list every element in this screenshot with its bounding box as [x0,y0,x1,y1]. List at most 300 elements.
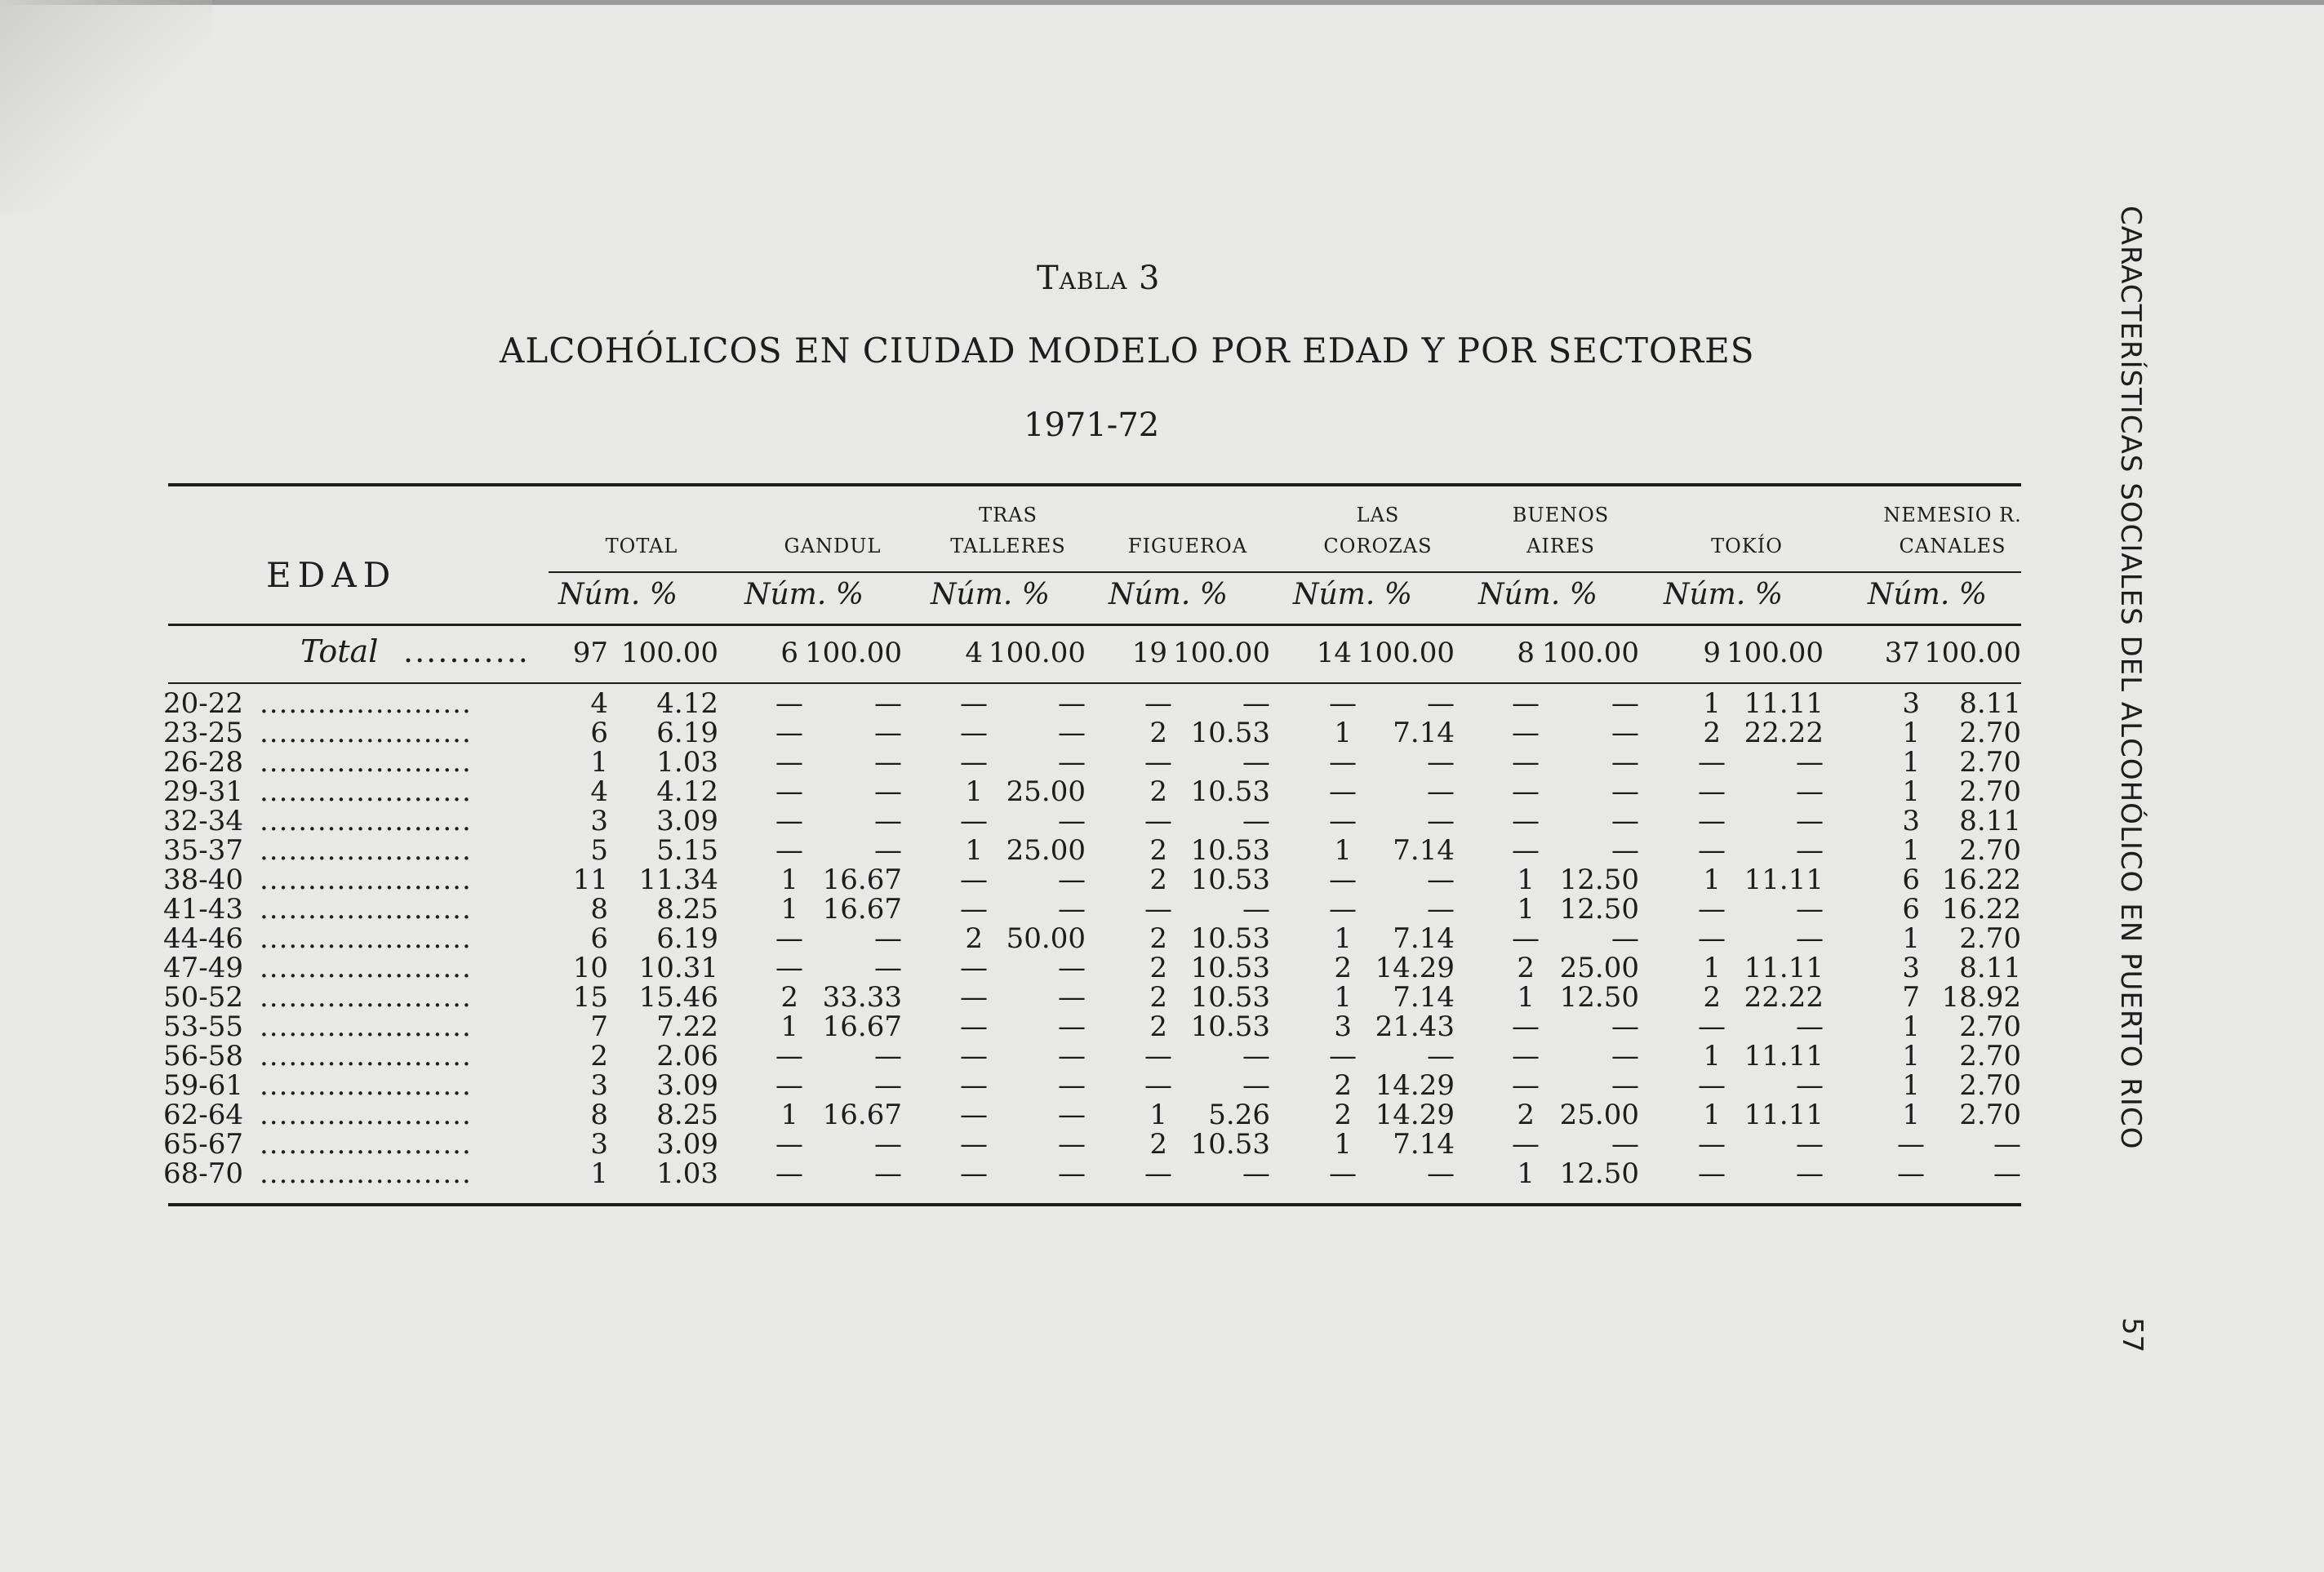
cell-count: — [1329,864,1357,896]
sector-header [544,500,740,562]
cell-count: 2 [1149,922,1167,955]
cell-count: — [1512,1010,1540,1043]
cell-count: 37 [1884,637,1920,669]
cell-percent: 10.53 [1190,775,1270,808]
cell-count: — [960,805,988,837]
cell-percent: 2.70 [1959,834,2021,867]
cell-percent: — [1611,717,1639,749]
cell-count: — [1144,746,1172,779]
cell-count: — [960,952,988,984]
age-range-label: 38-40 [163,864,244,896]
cell-count: 2 [1517,952,1535,984]
leader-dots: ...................... [260,805,472,837]
cell-count: 1 [1902,746,1920,779]
cell-percent: 11.11 [1744,864,1824,896]
cell-percent: — [1796,1069,1824,1102]
sector-header [1090,500,1286,562]
cell-percent: 16.67 [822,893,902,926]
scan-edge [0,0,2324,5]
header-rule [168,624,2021,626]
cell-percent: 100.00 [805,637,902,669]
cell-percent: 6.19 [656,717,718,749]
cell-percent: 10.53 [1190,922,1270,955]
cell-percent: 22.22 [1744,981,1824,1014]
cell-count: 4 [590,775,608,808]
cell-count: 2 [965,922,983,955]
cell-percent: — [1993,1157,2021,1190]
cell-percent: 100.00 [1542,637,1639,669]
cell-percent: — [874,717,902,749]
cell-count: 1 [1334,717,1352,749]
cell-percent: — [1058,1069,1086,1102]
cell-percent: 18.92 [1941,981,2021,1014]
age-range-label: 56-58 [163,1040,244,1072]
leader-dots: ...................... [260,952,472,984]
cell-count: — [960,1040,988,1072]
sub-header-num-pct: Núm. % [1664,578,1783,611]
cell-percent: — [1242,687,1270,720]
cell-percent: 10.53 [1190,1010,1270,1043]
leader-dots: ...................... [260,893,472,926]
cell-percent: 3.09 [656,1128,718,1161]
cell-count: — [1698,893,1726,926]
cell-count: 2 [1334,1069,1352,1102]
cell-count: 3 [1902,687,1920,720]
cell-count: — [1698,1128,1726,1161]
age-range-label: 65-67 [163,1128,244,1161]
cell-percent: 3.09 [656,805,718,837]
cell-percent: — [874,1040,902,1072]
cell-count: 2 [1149,952,1167,984]
age-range-label: 59-61 [163,1069,244,1102]
cell-count: 1 [1902,922,1920,955]
cell-percent: — [1058,1099,1086,1131]
cell-percent: — [874,805,902,837]
cell-percent: 1.03 [656,746,718,779]
cell-count: 2 [1149,717,1167,749]
age-range-label: 20-22 [163,687,244,720]
cell-count: 1 [780,864,798,896]
cell-percent: 25.00 [1559,952,1639,984]
cell-count: 1 [1517,1157,1535,1190]
cell-percent: — [1796,834,1824,867]
cell-percent: — [1611,1128,1639,1161]
sector-header-line2: CANALES [1899,535,2006,557]
sector-header-line1: LAS [1356,504,1400,526]
cell-percent: — [1058,1128,1086,1161]
cell-percent: — [1427,1157,1455,1190]
cell-percent: — [1427,805,1455,837]
sector-header-line2: TOKÍO [1711,535,1783,557]
sub-header-num-pct: Núm. % [1109,578,1228,611]
cell-percent: 12.50 [1559,981,1639,1014]
cell-percent: 10.53 [1190,981,1270,1014]
cell-percent: 100.00 [1173,637,1270,669]
cell-count: — [1329,1157,1357,1190]
cell-count: 3 [1902,805,1920,837]
cell-count: 5 [590,834,608,867]
cell-count: 1 [1703,1099,1721,1131]
sub-header-num-pct: Núm. % [744,578,864,611]
cell-percent: — [874,1069,902,1102]
cell-count: — [1512,775,1540,808]
cell-percent: 8.11 [1959,687,2021,720]
cell-count: — [1512,717,1540,749]
leader-dots: ...................... [260,1157,472,1190]
cell-percent: 2.70 [1959,922,2021,955]
page-fold-shade [0,0,212,212]
cell-percent: 33.33 [822,981,902,1014]
leader-dots: ...................... [260,775,472,808]
cell-count: — [1698,922,1726,955]
cell-count: 1 [1517,893,1535,926]
cell-percent: 11.11 [1744,687,1824,720]
cell-percent: — [874,746,902,779]
cell-percent: 7.14 [1393,834,1455,867]
cell-percent: 8.11 [1959,805,2021,837]
cell-count: — [775,687,803,720]
cell-count: 1 [1902,1010,1920,1043]
sub-header-num-pct: Núm. % [1293,578,1412,611]
cell-count: 3 [1334,1010,1352,1043]
cell-percent: — [1427,864,1455,896]
cell-percent: — [1611,805,1639,837]
table-title: ALCOHÓLICOS EN CIUDAD MODELO POR EDAD Y POR SECTORES [500,331,1755,371]
cell-percent: — [1427,687,1455,720]
cell-count: 2 [1334,952,1352,984]
cell-percent: — [1242,805,1270,837]
cell-percent: — [874,952,902,984]
age-range-label: 44-46 [163,922,244,955]
cell-count: 1 [1902,1069,1920,1102]
cell-percent: 4.12 [656,775,718,808]
cell-percent: 16.22 [1941,893,2021,926]
cell-percent: — [1058,746,1086,779]
cell-count: 4 [590,687,608,720]
cell-count: — [1329,805,1357,837]
age-range-label: 23-25 [163,717,244,749]
cell-count: — [1897,1128,1925,1161]
cell-percent: — [1058,864,1086,896]
cell-percent: 25.00 [1006,834,1086,867]
cell-count: — [1512,687,1540,720]
cell-count: — [960,717,988,749]
cell-count: — [1698,805,1726,837]
top-rule [168,483,2021,486]
cell-count: 2 [780,981,798,1014]
cell-count: 1 [1703,1040,1721,1072]
sector-header-line1 [735,500,931,531]
cell-percent: — [1242,746,1270,779]
cell-count: — [775,717,803,749]
cell-count: 6 [780,637,798,669]
age-range-label: 29-31 [163,775,244,808]
cell-percent: 11.11 [1744,1040,1824,1072]
cell-count: — [775,922,803,955]
cell-count: 1 [1334,1128,1352,1161]
cell-count: — [1329,893,1357,926]
cell-percent: — [1058,805,1086,837]
age-range-label: 35-37 [163,834,244,867]
cell-percent: — [874,1128,902,1161]
cell-count: 1 [1334,834,1352,867]
cell-count: 1 [965,775,983,808]
cell-count: 3 [590,805,608,837]
cell-percent: 100.00 [989,637,1086,669]
cell-percent: — [1611,834,1639,867]
cell-count: — [1144,805,1172,837]
cell-count: 4 [965,637,983,669]
cell-percent: 100.00 [621,637,718,669]
cell-count: — [1329,746,1357,779]
cell-percent: — [1058,981,1086,1014]
cell-count: 1 [1703,687,1721,720]
cell-percent: — [1993,1128,2021,1161]
cell-count: 1 [1334,981,1352,1014]
cell-percent: 16.67 [822,1010,902,1043]
cell-percent: — [1796,805,1824,837]
sector-header-line1 [544,500,740,531]
cell-count: — [1512,1040,1540,1072]
cell-percent: 10.31 [638,952,718,984]
cell-count: — [775,1069,803,1102]
table-years: 1971-72 [1024,406,1160,444]
cell-count: — [1512,1128,1540,1161]
cell-percent: 2.70 [1959,1040,2021,1072]
cell-percent: 100.00 [1358,637,1455,669]
cell-count: — [1698,1010,1726,1043]
cell-percent: 8.25 [656,1099,718,1131]
cell-percent: 7.14 [1393,717,1455,749]
cell-percent: 3.09 [656,1069,718,1102]
cell-count: — [960,1157,988,1190]
cell-count: — [1144,1069,1172,1102]
cell-percent: — [1058,893,1086,926]
cell-count: — [1512,834,1540,867]
cell-count: 2 [1149,834,1167,867]
cell-count: — [775,952,803,984]
cell-count: 1 [1902,1040,1920,1072]
age-range-label: 47-49 [163,952,244,984]
cell-count: — [1329,1040,1357,1072]
sector-header [1280,500,1476,562]
cell-percent: — [1796,922,1824,955]
cell-percent: — [874,922,902,955]
cell-percent: — [1611,687,1639,720]
cell-percent: 4.12 [656,687,718,720]
cell-percent: 10.53 [1190,1128,1270,1161]
cell-count: 7 [590,1010,608,1043]
cell-percent: 16.67 [822,1099,902,1131]
cell-percent: — [1242,1157,1270,1190]
cell-count: — [960,981,988,1014]
cell-count: — [1698,1157,1726,1190]
cell-count: — [1329,775,1357,808]
cell-percent: — [1427,746,1455,779]
cell-count: 9 [1703,637,1721,669]
cell-percent: 21.43 [1375,1010,1455,1043]
cell-count: — [775,805,803,837]
cell-percent: — [1611,1040,1639,1072]
cell-percent: — [1796,1128,1824,1161]
cell-count: — [960,1069,988,1102]
cell-percent: 11.34 [638,864,718,896]
cell-percent: 10.53 [1190,834,1270,867]
age-range-label: 68-70 [163,1157,244,1190]
cell-count: — [1144,1040,1172,1072]
cell-count: 1 [1149,1099,1167,1131]
cell-percent: — [1242,1040,1270,1072]
cell-count: — [775,1128,803,1161]
cell-count: 2 [1149,775,1167,808]
sector-header-line2: AIRES [1526,535,1595,557]
cell-percent: — [1611,1010,1639,1043]
sector-header [1649,500,1845,562]
cell-count: — [960,746,988,779]
cell-count: — [1698,746,1726,779]
sub-header-num-pct: Núm. % [558,578,678,611]
cell-count: — [1698,775,1726,808]
sector-header-line2: FIGUEROA [1127,535,1248,557]
sector-header [1463,500,1659,562]
cell-count: 1 [780,893,798,926]
cell-percent: 15.46 [638,981,718,1014]
cell-count: 2 [1149,864,1167,896]
cell-count: 1 [1902,717,1920,749]
cell-percent: — [1242,893,1270,926]
cell-percent: — [1058,1157,1086,1190]
cell-count: — [1329,687,1357,720]
cell-count: — [775,746,803,779]
cell-percent: 1.03 [656,1157,718,1190]
cell-percent: — [874,775,902,808]
cell-percent: — [1058,1040,1086,1072]
cell-count: — [1512,805,1540,837]
cell-percent: 11.11 [1744,1099,1824,1131]
cell-count: — [1512,922,1540,955]
cell-count: — [775,1157,803,1190]
cell-percent: 10.53 [1190,952,1270,984]
cell-percent: — [1796,746,1824,779]
cell-percent: 22.22 [1744,717,1824,749]
total-row-label: Total [300,633,379,669]
cell-percent: 12.50 [1559,864,1639,896]
cell-count: 1 [780,1099,798,1131]
cell-percent: 14.29 [1375,1099,1455,1131]
cell-count: — [1144,1157,1172,1190]
cell-count: 1 [965,834,983,867]
cell-count: 14 [1316,637,1352,669]
cell-count: — [960,1099,988,1131]
cell-count: 1 [780,1010,798,1043]
sector-header [735,500,931,562]
cell-count: 1 [1902,1099,1920,1131]
sector-header-line1: NEMESIO R. [1883,504,2022,526]
cell-percent: 7.22 [656,1010,718,1043]
leader-dots: ...................... [260,1010,472,1043]
cell-percent: 2.70 [1959,717,2021,749]
cell-percent: 7.14 [1393,922,1455,955]
sector-header-line2: TOTAL [605,535,678,557]
cell-count: 1 [1517,981,1535,1014]
leader-dots: ...................... [260,864,472,896]
cell-percent: — [1796,1010,1824,1043]
sector-header [910,500,1106,562]
cell-percent: — [1611,922,1639,955]
cell-percent: 2.70 [1959,1099,2021,1131]
cell-count: 8 [590,1099,608,1131]
leader-dots: ...................... [260,717,472,749]
cell-count: — [960,893,988,926]
cell-count: 97 [572,637,608,669]
cell-percent: 14.29 [1375,952,1455,984]
cell-count: — [1512,1069,1540,1102]
cell-count: 2 [590,1040,608,1072]
cell-count: 10 [572,952,608,984]
cell-percent: — [874,1157,902,1190]
age-range-label: 62-64 [163,1099,244,1131]
cell-percent: 2.06 [656,1040,718,1072]
leader-dots: ...................... [260,981,472,1014]
cell-count: 15 [572,981,608,1014]
cell-count: 8 [590,893,608,926]
cell-percent: — [1427,1040,1455,1072]
cell-count: — [775,775,803,808]
sector-header-line2: GANDUL [784,535,882,557]
cell-percent: 10.53 [1190,864,1270,896]
cell-count: 2 [1149,1128,1167,1161]
cell-percent: 11.11 [1744,952,1824,984]
leader-dots: ...................... [260,1040,472,1072]
cell-count: 8 [1517,637,1535,669]
sector-header-line1 [1649,500,1845,531]
cell-count: 2 [1149,981,1167,1014]
cell-count: 3 [1902,952,1920,984]
leader-dots: ...................... [260,834,472,867]
cell-count: 7 [1902,981,1920,1014]
cell-count: — [775,1040,803,1072]
cell-count: — [960,687,988,720]
cell-percent: — [1242,1069,1270,1102]
cell-percent: — [1796,775,1824,808]
page-number: 57 [2116,1317,2148,1353]
cell-percent: 8.25 [656,893,718,926]
sector-header-line2: TALLERES [950,535,1066,557]
age-range-label: 41-43 [163,893,244,926]
cell-count: — [1512,746,1540,779]
sector-header-line1: BUENOS [1512,504,1610,526]
cell-count: 1 [590,746,608,779]
cell-count: 3 [590,1128,608,1161]
sector-header [1855,500,2051,562]
cell-percent: 50.00 [1006,922,1086,955]
cell-count: 1 [590,1157,608,1190]
cell-percent: 25.00 [1559,1099,1639,1131]
cell-percent: 2.70 [1959,775,2021,808]
cell-percent: — [1058,952,1086,984]
cell-percent: 8.11 [1959,952,2021,984]
cell-count: 1 [1703,952,1721,984]
age-range-label: 32-34 [163,805,244,837]
cell-count: — [1698,834,1726,867]
cell-count: 1 [1334,922,1352,955]
cell-count: 2 [1149,1010,1167,1043]
table-caption: Tabla 3 [1037,260,1161,297]
cell-percent: 12.50 [1559,893,1639,926]
cell-count: 3 [590,1069,608,1102]
sector-rule [549,571,2021,573]
leader-dots: ...................... [260,746,472,779]
